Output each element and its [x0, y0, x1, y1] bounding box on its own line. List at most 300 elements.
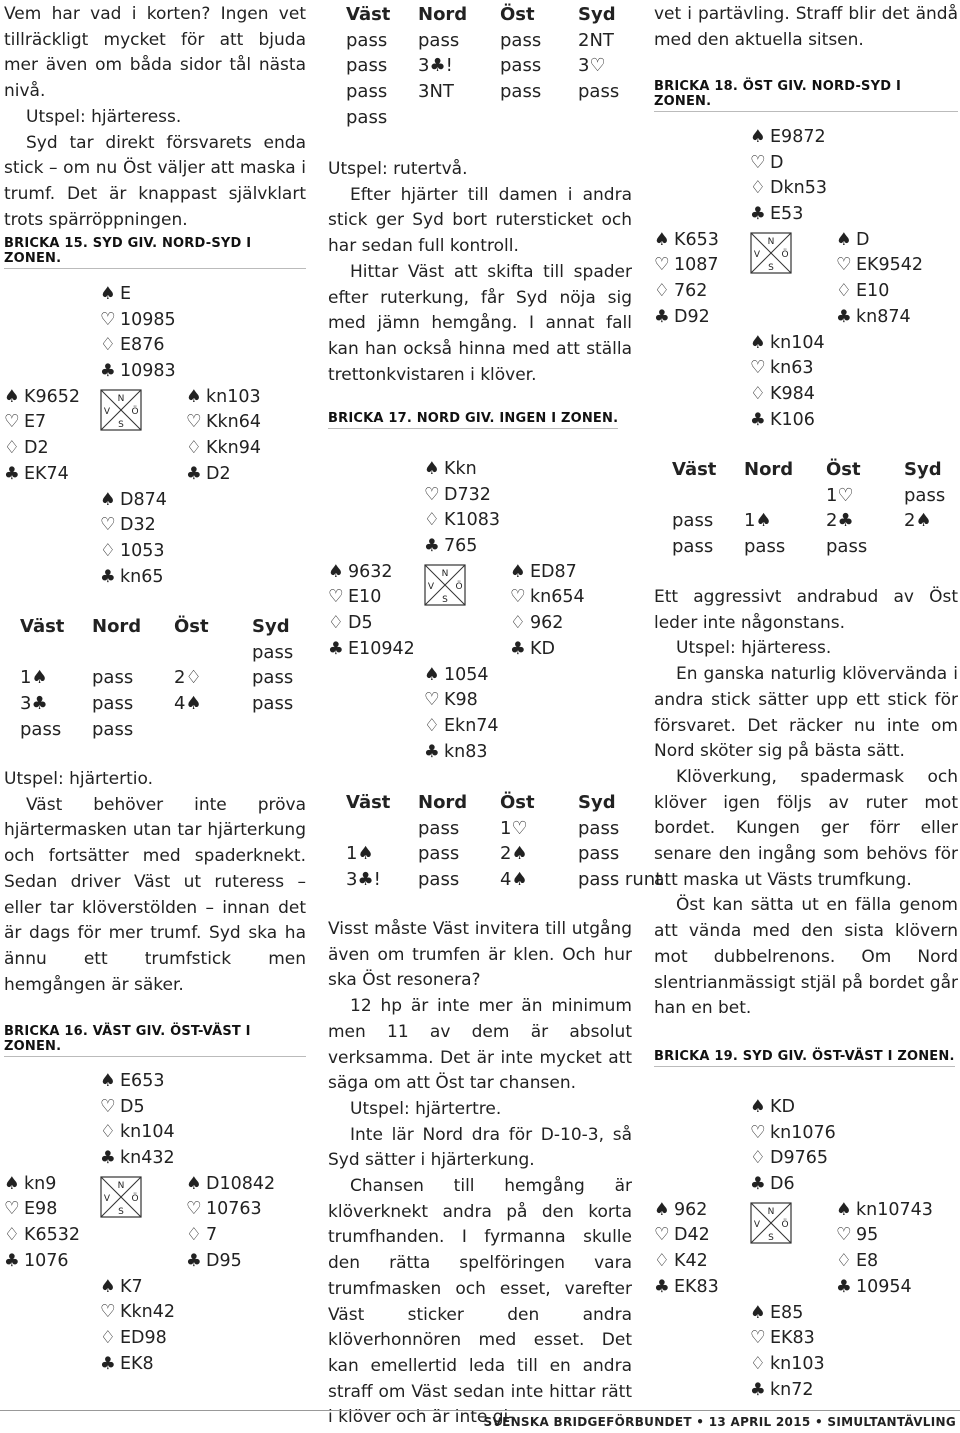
suit-row	[750, 331, 825, 357]
club-icon: ♣	[186, 463, 202, 484]
suit-row	[4, 1223, 80, 1249]
suit-row	[654, 1198, 719, 1224]
bidding-seat-label: Väst	[346, 4, 391, 25]
spade-icon: ♠	[836, 1199, 852, 1220]
card-holding: EK74	[24, 463, 69, 484]
bid-cell: pass	[578, 81, 620, 103]
club-icon: ♣	[836, 1276, 852, 1297]
suit-row	[328, 560, 415, 586]
club-icon: ♣	[100, 566, 116, 587]
board-18-diagram	[654, 125, 958, 435]
suit-row	[750, 408, 825, 434]
hand-south	[424, 663, 499, 766]
hand-east	[510, 560, 585, 663]
club-icon: ♣	[100, 1148, 116, 1169]
diamond-icon: ♢	[100, 1327, 116, 1348]
card-holding: E876	[120, 335, 165, 356]
suit-row	[750, 202, 827, 228]
hand-north	[100, 1069, 175, 1172]
club-icon: ♣	[4, 463, 20, 484]
card-holding: E10	[348, 587, 382, 608]
suit-row	[836, 279, 923, 305]
heart-icon: ♡	[654, 255, 670, 276]
card-holding: 10983	[120, 361, 176, 382]
diamond-icon: ♢	[4, 438, 20, 459]
card-holding: D92	[674, 306, 710, 327]
suit-row	[100, 1095, 175, 1121]
suit-row	[750, 1378, 825, 1404]
suit-row	[4, 462, 80, 488]
bid-cell: pass	[500, 81, 542, 103]
spade-icon: ♠	[100, 489, 116, 510]
compass-e: Ö	[781, 249, 789, 260]
bidding-row	[672, 508, 958, 534]
bid-cell: pass	[346, 81, 388, 103]
suit-row	[510, 611, 585, 637]
card-holding: EK83	[674, 1276, 719, 1297]
compass-s: S	[118, 1206, 124, 1217]
card-holding: E10942	[348, 638, 415, 659]
board-15-header: BRICKA 15. SYD GIV. NORD-SYD I ZONEN.	[4, 236, 306, 269]
card-holding: D	[856, 229, 870, 250]
spade-icon: ♠	[4, 1173, 20, 1194]
bid-cell: pass	[92, 693, 134, 715]
compass-w: V	[427, 581, 435, 592]
hand-north	[750, 125, 827, 228]
spade-icon: ♠	[186, 386, 202, 407]
bid-cell: pass	[744, 536, 786, 558]
bid-cell: pass	[92, 667, 134, 689]
club-icon: ♣	[750, 204, 766, 225]
suit-row	[836, 1275, 933, 1301]
card-holding: 1087	[674, 255, 719, 276]
bidding-header-row	[20, 614, 306, 640]
hand-north	[424, 457, 500, 560]
suit-row	[510, 585, 585, 611]
card-holding: Ekn74	[444, 715, 499, 736]
club-icon: ♣	[654, 306, 670, 327]
diamond-icon: ♢	[4, 1225, 20, 1246]
compass-icon	[424, 564, 466, 606]
card-holding: ED87	[530, 561, 577, 582]
card-holding: 765	[444, 536, 478, 557]
compass-e: Ö	[131, 406, 139, 417]
diamond-icon: ♢	[424, 510, 440, 531]
heart-icon: ♡	[836, 255, 852, 276]
card-holding: kn103	[206, 386, 261, 407]
hand-north	[100, 282, 176, 385]
suit-row	[100, 282, 176, 308]
bidding-seat-label: Öst	[500, 792, 535, 813]
card-holding: Kkn94	[206, 438, 261, 459]
bid-cell: 3♣!	[418, 55, 453, 77]
hand-west	[328, 560, 415, 663]
board-17-header: BRICKA 17. NORD GIV. INGEN I ZONEN.	[328, 411, 618, 429]
suit-row	[510, 560, 585, 586]
board-19-header: BRICKA 19. SYD GIV. ÖST-VÄST I ZONEN.	[654, 1049, 955, 1067]
bidding-row	[346, 53, 632, 79]
bidding-row	[346, 867, 663, 893]
heart-icon: ♡	[750, 152, 766, 173]
suit-row	[750, 176, 827, 202]
bidding-seat-label: Nord	[92, 616, 142, 637]
card-holding: D9765	[770, 1148, 829, 1169]
spade-icon: ♠	[750, 332, 766, 353]
bidding-row	[346, 79, 632, 105]
club-icon: ♣	[328, 638, 344, 659]
suit-row	[100, 359, 176, 385]
suit-row	[186, 462, 261, 488]
bid-cell: pass	[20, 718, 62, 740]
board-17-bidding	[346, 790, 663, 893]
suit-row	[424, 483, 500, 509]
card-holding: kn9	[24, 1173, 57, 1194]
suit-row	[654, 1275, 719, 1301]
bid-cell: pass	[418, 29, 460, 51]
heart-icon: ♡	[750, 1328, 766, 1349]
card-holding: K984	[770, 383, 815, 404]
bid-cell: 3♡	[578, 55, 606, 77]
suit-row	[186, 1223, 275, 1249]
board-16-diagram	[4, 1069, 306, 1379]
suit-row	[4, 1172, 80, 1198]
bid-cell: pass runt	[578, 869, 663, 891]
suit-row	[424, 714, 499, 740]
hand-south	[750, 331, 825, 434]
spade-icon: ♠	[836, 229, 852, 250]
club-icon: ♣	[510, 638, 526, 659]
bidding-row	[346, 841, 632, 867]
board-15-bidding	[20, 614, 306, 742]
card-holding: kn72	[770, 1379, 814, 1400]
suit-row	[836, 1249, 933, 1275]
suit-row	[750, 1095, 836, 1121]
suit-row	[100, 1146, 175, 1172]
hand-west	[654, 228, 719, 331]
board-18-text: Ett aggressivt andrabud av Öst leder inte någonstans. Utspel: hjärteress. En ganska naturlig klövervända i andra stick sätter upp ett stick för försvaret. Det räcker nu inte om Nord sköter sig på bästa sätt. Klöverkung, spadermask och klöver igen följs av ruter mot bordet. Kungen ger förr eller senare den ingång som behövs för att maska ut Västs trumfkung. Öst kan sätta ut en fälla genom att vända med den sista klövern mot dubbelrenons. Om Nord slentrianmässigt stjäl på bordet går han en bet.	[654, 587, 958, 1019]
suit-row	[750, 1326, 825, 1352]
card-holding: K7	[120, 1276, 143, 1297]
bid-cell: 2NT	[578, 29, 614, 51]
club-icon: ♣	[424, 741, 440, 762]
compass-icon	[100, 389, 142, 431]
suit-row	[100, 488, 167, 514]
bid-cell: pass	[346, 106, 388, 128]
bidding-seat-label: Syd	[578, 792, 616, 813]
card-holding: 1053	[120, 540, 165, 561]
suit-row	[100, 1352, 175, 1378]
bid-cell: 2♠	[904, 510, 932, 532]
card-holding: D874	[120, 489, 167, 510]
suit-row	[100, 565, 167, 591]
bidding-seat-label: Syd	[904, 459, 942, 480]
bid-cell: pass	[346, 55, 388, 77]
diamond-icon: ♢	[750, 383, 766, 404]
suit-row	[100, 333, 176, 359]
suit-row	[750, 1121, 836, 1147]
bidding-header-row	[672, 457, 958, 483]
page-footer	[0, 1410, 960, 1429]
card-holding: 962	[674, 1199, 708, 1220]
bid-cell: 2♠	[500, 843, 528, 865]
suit-row	[186, 436, 261, 462]
heart-icon: ♡	[654, 1225, 670, 1246]
spade-icon: ♠	[654, 1199, 670, 1220]
board-16-bidding	[346, 2, 632, 130]
suit-row	[186, 1249, 275, 1275]
suit-row	[654, 1223, 719, 1249]
suit-row	[750, 125, 827, 151]
diamond-icon: ♢	[186, 438, 202, 459]
heart-icon: ♡	[836, 1225, 852, 1246]
diamond-icon: ♢	[100, 1122, 116, 1143]
bidding-seat-label: Nord	[744, 459, 794, 480]
heart-icon: ♡	[750, 358, 766, 379]
diamond-icon: ♢	[836, 281, 852, 302]
compass-n: N	[767, 236, 775, 247]
diamond-icon: ♢	[654, 281, 670, 302]
card-holding: E53	[770, 204, 804, 225]
compass-w: V	[753, 249, 761, 260]
bidding-seat-label: Väst	[20, 616, 65, 637]
card-holding: 1076	[24, 1250, 69, 1271]
bid-cell: pass	[418, 869, 460, 891]
bid-cell: 4♠	[500, 869, 528, 891]
card-holding: E10	[856, 281, 890, 302]
board-17-text: Visst måste Väst invitera till utgång även om trumfen är klen. Och hur ska Öst resonera? 12 hp är inte mer än minimum men 11 av dem är absolut verksamma. Det är inte mycket att säga om att Öst tar chansen. Utspel: hjärtertre. Inte lär Nord dra för D-10-3, så Syd sätter i hjärterkung. Chansen till hemgång är klöverknekt andra på den korta trumfhanden. I fyrmanna skulle den rätta spelföringen vara trumfmasken och esset, varefter Väst sticker den andra klöverhonnören med esset. Det kan emellertid leda till en andra straff om Väst sedan inte hittar rätt i klöver och är inte gi-	[328, 919, 632, 1428]
compass-n: N	[441, 568, 449, 579]
card-holding: 1054	[444, 664, 489, 685]
suit-row	[100, 539, 167, 565]
suit-row	[836, 228, 923, 254]
bid-cell: pass	[252, 641, 294, 663]
bid-cell: 1♡	[826, 484, 854, 506]
board-17-diagram	[328, 457, 632, 767]
card-holding: Kkn64	[206, 412, 261, 433]
heart-icon: ♡	[100, 515, 116, 536]
board-15-diagram	[4, 282, 306, 592]
suit-row	[750, 1146, 836, 1172]
suit-row	[186, 1172, 275, 1198]
compass-icon	[100, 1176, 142, 1218]
spade-icon: ♠	[186, 1173, 202, 1194]
compass-s: S	[118, 419, 124, 430]
spade-icon: ♠	[100, 284, 116, 304]
card-holding: Kkn42	[120, 1302, 175, 1323]
spade-icon: ♠	[750, 1097, 766, 1117]
suit-row	[186, 385, 261, 411]
compass-w: V	[103, 406, 111, 417]
footer-text: SVENSKA BRIDGEFÖRBUNDET • 13 APRIL 2015 • SIMULTANTÄVLING	[483, 1415, 956, 1429]
spade-icon: ♠	[750, 1302, 766, 1323]
suit-row	[4, 436, 80, 462]
heart-icon: ♡	[328, 587, 344, 608]
diamond-icon: ♢	[836, 1251, 852, 1272]
spade-icon: ♠	[510, 561, 526, 582]
board-15-text: Utspel: hjärtertio. Väst behöver inte pröva hjärtermasken utan tar hjärterkung och fortsätter med spaderknekt. Sedan driver Väst ut ruteress – eller tar klöverstölden – innan det är dags för mer trumf. Syd ska ha ännu ett trumfstick men hemgången är säker.	[4, 769, 306, 995]
hand-south	[100, 488, 167, 591]
card-holding: kn10743	[856, 1199, 933, 1220]
suit-row	[654, 279, 719, 305]
bidding-row	[20, 665, 306, 691]
card-holding: Dkn53	[770, 178, 827, 199]
bidding-row	[346, 105, 632, 131]
card-holding: EK9542	[856, 255, 924, 276]
card-holding: KD	[770, 1097, 795, 1117]
bidding-seat-label: Öst	[826, 459, 861, 480]
bid-cell: 3♣!	[346, 869, 381, 891]
hand-east	[186, 1172, 275, 1275]
compass-e: Ö	[455, 581, 463, 592]
heart-icon: ♡	[4, 412, 20, 433]
hand-east	[836, 228, 923, 331]
suit-row	[836, 305, 923, 331]
card-holding: K106	[770, 409, 815, 430]
suit-row	[654, 253, 719, 279]
club-icon: ♣	[750, 409, 766, 430]
suit-row	[328, 637, 415, 663]
bid-cell: 1♠	[20, 667, 48, 689]
spade-icon: ♠	[328, 561, 344, 582]
suit-row	[750, 1301, 825, 1327]
card-holding: 7	[206, 1225, 218, 1246]
card-holding: 10954	[856, 1276, 912, 1297]
compass-icon	[750, 1202, 792, 1244]
spade-icon: ♠	[424, 459, 440, 479]
card-holding: K42	[674, 1251, 708, 1272]
compass-s: S	[768, 262, 774, 273]
bidding-seat-label: Syd	[578, 4, 616, 25]
card-holding: K653	[674, 229, 719, 250]
suit-row	[4, 1249, 80, 1275]
board-17-continued-text: vet i partävling. Straff blir det ändå med den aktuella sitsen.	[654, 4, 958, 50]
hand-east	[836, 1198, 933, 1301]
card-holding: kn104	[770, 332, 825, 353]
bid-cell: pass	[826, 536, 868, 558]
suit-row	[328, 611, 415, 637]
card-holding: E653	[120, 1071, 165, 1091]
card-holding: E98	[24, 1199, 58, 1220]
card-holding: D732	[444, 484, 491, 505]
bidding-row	[20, 691, 306, 717]
hand-north	[750, 1095, 836, 1198]
card-holding: K9652	[24, 386, 81, 407]
card-holding: ED98	[120, 1327, 167, 1348]
bidding-seat-label: Nord	[418, 792, 468, 813]
heart-icon: ♡	[100, 1302, 116, 1323]
bid-cell: pass	[418, 843, 460, 865]
suit-row	[100, 1120, 175, 1146]
spade-icon: ♠	[750, 127, 766, 147]
diamond-icon: ♢	[750, 1353, 766, 1374]
card-holding: kn1076	[770, 1122, 836, 1143]
bid-cell: 2♣	[826, 510, 854, 532]
heart-icon: ♡	[424, 484, 440, 505]
bidding-seat-label: Öst	[174, 616, 209, 637]
board-16-header: BRICKA 16. VÄST GIV. ÖST-VÄST I ZONEN.	[4, 1024, 306, 1057]
club-icon: ♣	[424, 536, 440, 557]
heart-icon: ♡	[424, 690, 440, 711]
suit-row	[100, 1275, 175, 1301]
card-holding: D	[770, 152, 784, 173]
suit-row	[186, 410, 261, 436]
suit-row	[424, 508, 500, 534]
card-holding: EK8	[120, 1353, 154, 1374]
bid-cell: 3NT	[418, 81, 454, 103]
suit-row	[424, 663, 499, 689]
card-holding: kn103	[770, 1353, 825, 1374]
suit-row	[186, 1197, 275, 1223]
suit-row	[328, 585, 415, 611]
heart-icon: ♡	[186, 412, 202, 433]
bidding-seat-label: Väst	[672, 459, 717, 480]
spade-icon: ♠	[654, 229, 670, 250]
compass-e: Ö	[781, 1219, 789, 1230]
hand-west	[654, 1198, 719, 1301]
card-holding: kn874	[856, 306, 911, 327]
bid-cell: 1♠	[744, 510, 772, 532]
club-icon: ♣	[4, 1250, 20, 1271]
diamond-icon: ♢	[186, 1225, 202, 1246]
card-holding: kn65	[120, 566, 164, 587]
compass-s: S	[442, 594, 448, 605]
bidding-row	[672, 483, 958, 509]
bidding-row	[672, 534, 958, 560]
suit-row	[100, 1069, 175, 1095]
diamond-icon: ♢	[424, 715, 440, 736]
card-holding: Kkn	[444, 459, 477, 479]
suit-row	[424, 740, 499, 766]
card-holding: D32	[120, 515, 156, 536]
compass-e: Ö	[131, 1193, 139, 1204]
bidding-header-row	[346, 790, 632, 816]
card-holding: D2	[24, 438, 49, 459]
spade-icon: ♠	[100, 1276, 116, 1297]
club-icon: ♣	[654, 1276, 670, 1297]
bid-cell: 4♠	[174, 693, 202, 715]
diamond-icon: ♢	[654, 1251, 670, 1272]
suit-row	[750, 1352, 825, 1378]
club-icon: ♣	[186, 1250, 202, 1271]
card-holding: E	[120, 284, 132, 304]
bid-cell: pass	[92, 718, 134, 740]
card-holding: 10763	[206, 1199, 262, 1220]
suit-row	[100, 1300, 175, 1326]
bidding-row	[346, 28, 632, 54]
bid-cell: pass	[252, 667, 294, 689]
bidding-seat-label: Syd	[252, 616, 290, 637]
club-icon: ♣	[750, 1174, 766, 1195]
card-holding: kn654	[530, 587, 585, 608]
suit-row	[836, 1223, 933, 1249]
suit-row	[750, 356, 825, 382]
card-holding: 95	[856, 1225, 879, 1246]
card-holding: D95	[206, 1250, 242, 1271]
board-18-bidding	[672, 457, 958, 560]
board-19-diagram	[654, 1095, 958, 1405]
card-holding: 962	[530, 613, 564, 634]
bid-cell: pass	[672, 536, 714, 558]
heart-icon: ♡	[186, 1199, 202, 1220]
hand-west	[4, 1172, 80, 1275]
board-16-text: Utspel: rutertvå. Efter hjärter till damen i andra stick ger Syd bort rutersticket och har sedan full kontroll. Hittar Väst att skifta till spader efter ruterkung, får Syd nöja sig med jämn hemgång. I annat fall kan han också hinna med att ställa trettonkvistaren i klöver.	[328, 159, 632, 385]
card-holding: D2	[206, 463, 231, 484]
card-holding: kn63	[770, 358, 814, 379]
bidding-seat-label: Väst	[346, 792, 391, 813]
hand-east	[186, 385, 261, 488]
bid-cell: pass	[904, 484, 946, 506]
diamond-icon: ♢	[100, 540, 116, 561]
